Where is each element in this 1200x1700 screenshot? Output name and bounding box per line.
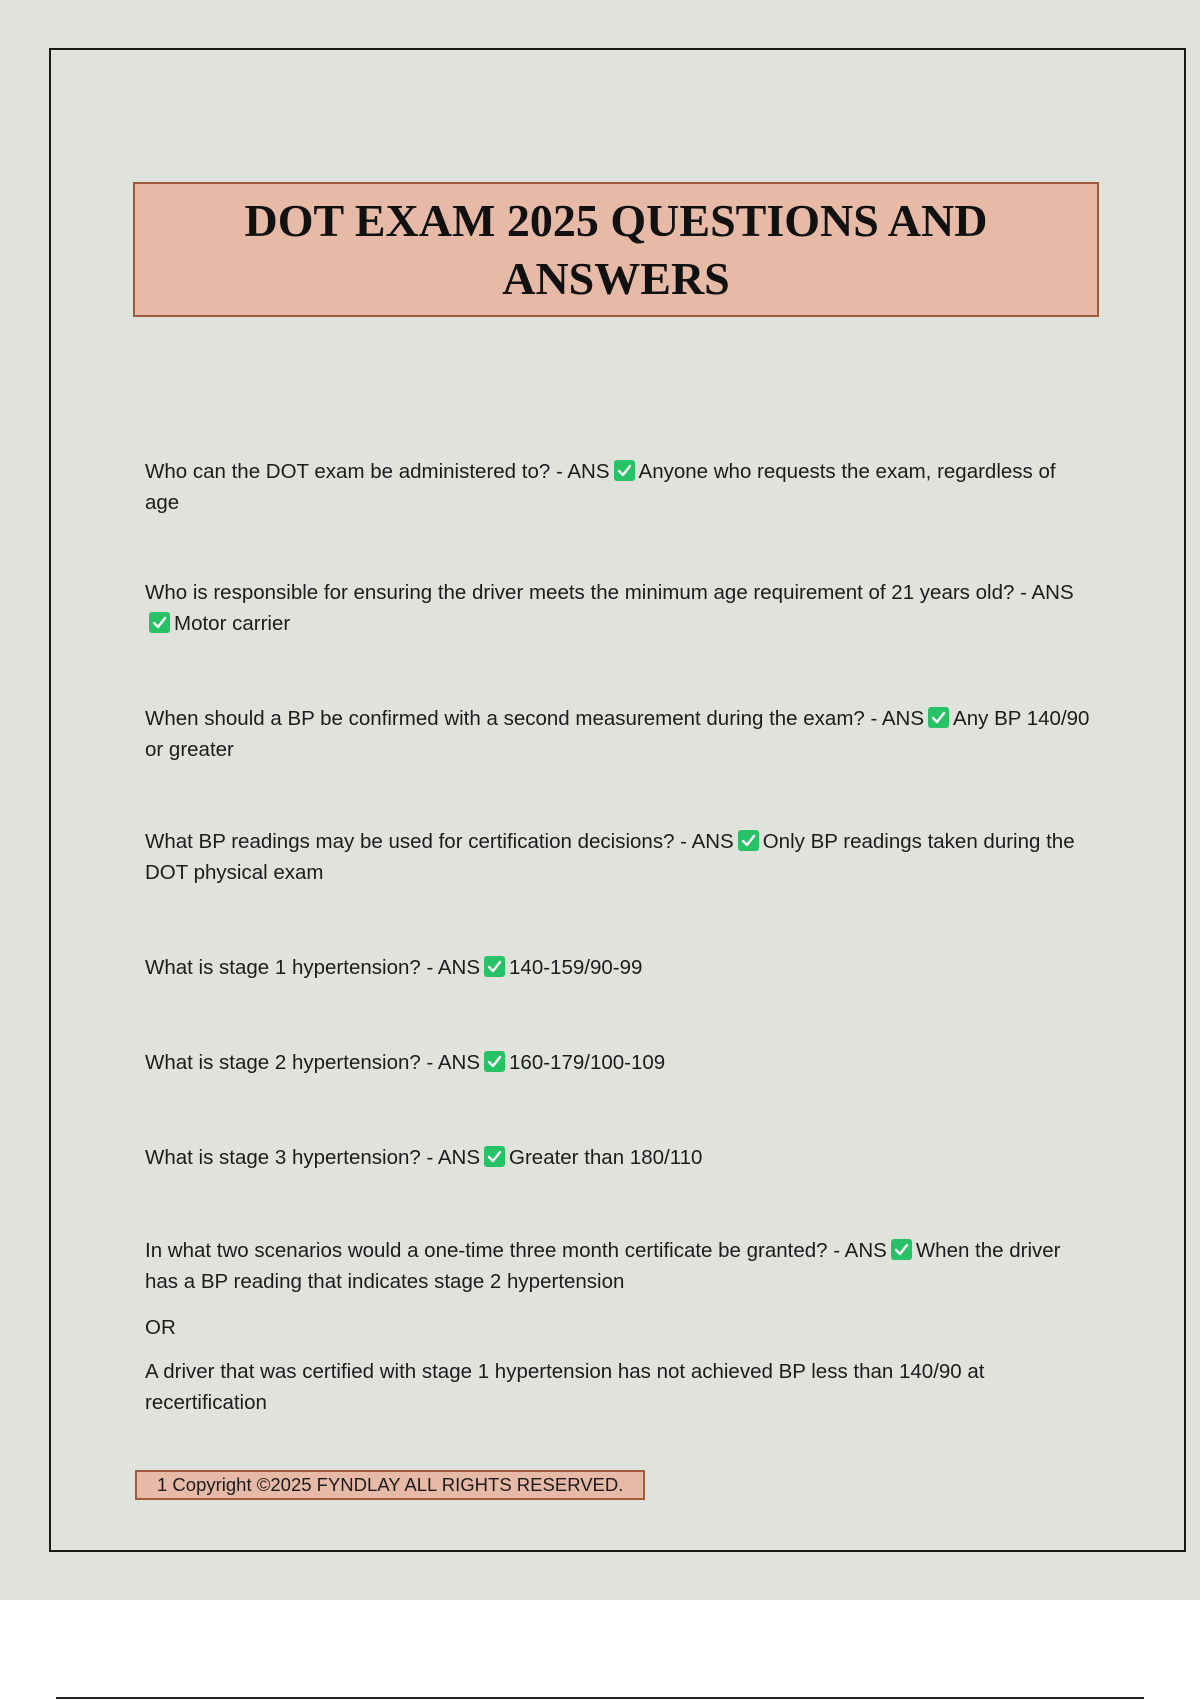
green-checkmark-icon: [891, 1239, 912, 1260]
qa-item-8: [145, 1235, 1095, 1297]
answer-text: 140-159/90-99: [509, 956, 643, 979]
qa-item-7: [145, 1142, 1095, 1173]
answer-text: Anyone who requests the exam, regardless of age: [145, 460, 1056, 514]
green-checkmark-icon: [484, 1051, 505, 1072]
green-checkmark-icon: [484, 956, 505, 977]
green-checkmark-icon: [928, 707, 949, 728]
question-text: What is stage 2 hypertension? - ANS: [145, 1051, 481, 1074]
answer-text: Greater than 180/110: [509, 1146, 703, 1169]
answer-text: Any BP 140/90 or greater: [145, 707, 1090, 761]
bottom-divider: [56, 1697, 1144, 1699]
qa-item-5: [145, 952, 1095, 983]
question-text: Who is responsible for ensuring the driver meets the minimum age requirement of 21 years old? - ANS: [145, 581, 1074, 604]
title-banner: [133, 182, 1099, 317]
qa-item-1: [145, 456, 1095, 518]
question-text: What is stage 1 hypertension? - ANS: [145, 956, 481, 979]
question-text: When should a BP be confirmed with a second measurement during the exam? - ANS: [145, 707, 925, 730]
question-text: In what two scenarios would a one-time three month certificate be granted? - ANS: [145, 1239, 887, 1262]
answer-text: Only BP readings taken during the DOT physical exam: [145, 830, 1075, 884]
or-separator: OR: [145, 1316, 176, 1339]
copyright-footer: 1 Copyright ©2025 FYNDLAY ALL RIGHTS RESERVED.: [135, 1470, 645, 1500]
qa-item-3: [145, 703, 1095, 765]
question-text: Who can the DOT exam be administered to? - ANS: [145, 460, 610, 483]
answer-text: Motor carrier: [174, 612, 291, 635]
qa-item-2: [145, 577, 1095, 639]
question-text: What BP readings may be used for certification decisions? - ANS: [145, 830, 734, 853]
qa-item-4: [145, 826, 1095, 888]
document-title: DOT EXAM 2025 QUESTIONS AND ANSWERS: [244, 194, 988, 304]
green-checkmark-icon: [484, 1146, 505, 1167]
qa-item-6: [145, 1047, 1095, 1078]
question-text: What is stage 3 hypertension? - ANS: [145, 1146, 481, 1169]
answer-text: 160-179/100-109: [509, 1051, 666, 1074]
answer-text: When the driver has a BP reading that indicates stage 2 hypertension: [145, 1239, 1061, 1293]
green-checkmark-icon: [149, 612, 170, 633]
second-scenario-text: A driver that was certified with stage 1 hypertension has not achieved BP less than 140/90 at recertification: [145, 1360, 985, 1414]
green-checkmark-icon: [614, 460, 635, 481]
green-checkmark-icon: [738, 830, 759, 851]
